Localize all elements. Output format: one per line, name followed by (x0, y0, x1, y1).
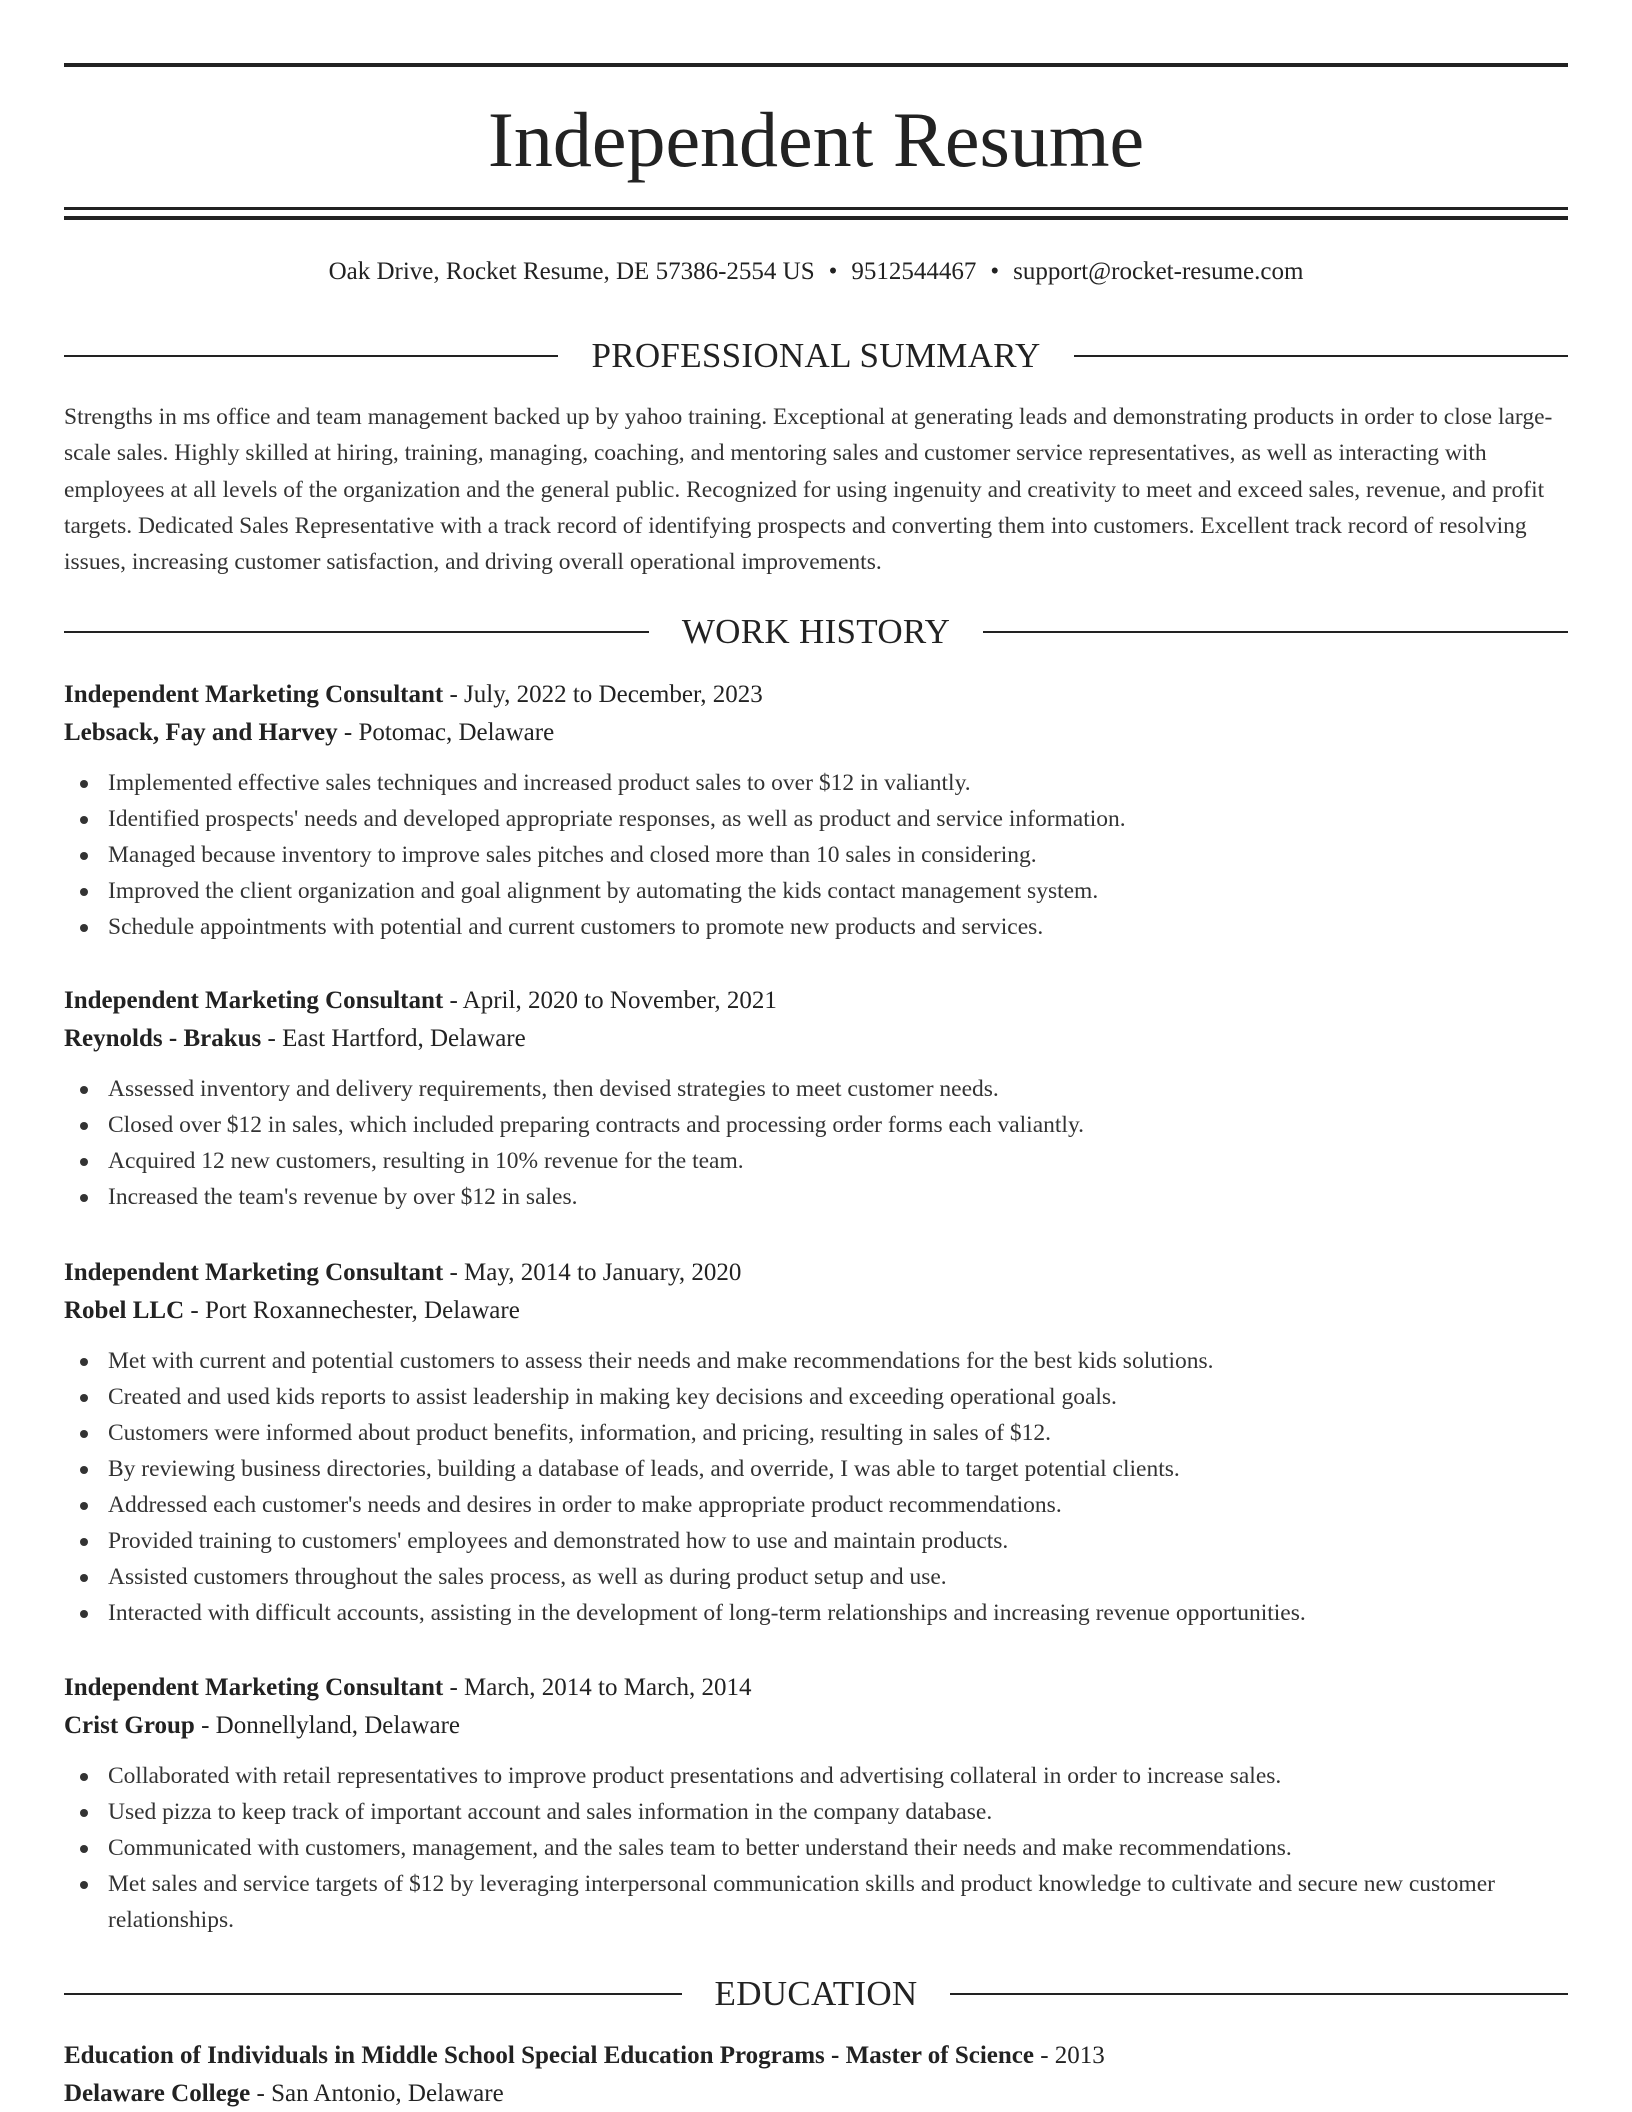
job-company: Robel LLC (64, 1297, 185, 1324)
job-location: - East Hartford, Delaware (261, 1025, 526, 1052)
education-entry (64, 2037, 1568, 2112)
list-item: Used pizza to keep track of important account and sales information in the company database. (64, 1794, 1568, 1830)
list-item: By reviewing business directories, building a database of leads, and override, I was able to target potential clients. (64, 1451, 1568, 1487)
job-company: Crist Group (64, 1712, 195, 1739)
heading-rule (950, 1993, 1568, 1995)
list-item: Implemented effective sales techniques and increased product sales to over $12 in valiantly. (64, 765, 1568, 801)
education-degree-line (64, 2037, 1568, 2075)
job-title: Independent Marketing Consultant (64, 987, 444, 1014)
job-title-line (64, 982, 1568, 1020)
list-item: Provided training to customers' employees and demonstrated how to use and maintain products. (64, 1523, 1568, 1559)
job-bullets (64, 1343, 1568, 1631)
job-title-line (64, 1669, 1568, 1707)
job-title: Independent Marketing Consultant (64, 1259, 444, 1286)
job-dates: - March, 2014 to March, 2014 (443, 1674, 752, 1701)
list-item: Customers were informed about product benefits, information, and pricing, resulting in sales of $12. (64, 1415, 1568, 1451)
list-item: Communicated with customers, management, and the sales team to better understand their needs and make recommendations. (64, 1830, 1568, 1866)
section-heading-summary (64, 334, 1568, 378)
job-dates: - April, 2020 to November, 2021 (443, 987, 777, 1014)
contact-separator: • (828, 258, 838, 285)
section-heading-education (64, 1972, 1568, 2016)
heading-rule (64, 355, 558, 357)
list-item: Increased the team's revenue by over $12 in sales. (64, 1179, 1568, 1215)
job-company-line (64, 714, 1568, 752)
list-item: Assisted customers throughout the sales process, as well as during product setup and use. (64, 1559, 1568, 1595)
section-heading-work-history (64, 610, 1568, 654)
job-company-line (64, 1020, 1568, 1058)
job-title: Independent Marketing Consultant (64, 1674, 444, 1701)
section-title: WORK HISTORY (681, 612, 951, 651)
heading-rule (64, 631, 649, 633)
list-item: Managed because inventory to improve sales pitches and closed more than 10 sales in considering. (64, 837, 1568, 873)
list-item: Improved the client organization and goal alignment by automating the kids contact management system. (64, 873, 1568, 909)
list-item: Acquired 12 new customers, resulting in 10% revenue for the team. (64, 1143, 1568, 1179)
contact-phone: 9512544467 (851, 258, 977, 285)
list-item: Created and used kids reports to assist leadership in making key decisions and exceeding operational goals. (64, 1379, 1568, 1415)
heading-rule (983, 631, 1568, 633)
job-dates: - May, 2014 to January, 2020 (443, 1259, 742, 1286)
job-location: - Donnellyland, Delaware (194, 1712, 460, 1739)
contact-line (64, 256, 1568, 288)
job-title: Independent Marketing Consultant (64, 681, 444, 708)
list-item: Interacted with difficult accounts, assisting in the development of long-term relationships and increasing revenue opportunities. (64, 1595, 1568, 1631)
job-bullets (64, 765, 1568, 945)
job-location: - Port Roxannechester, Delaware (184, 1297, 520, 1324)
job-company-line (64, 1292, 1568, 1330)
heading-rule (64, 1993, 682, 1995)
top-rule (64, 63, 1568, 67)
education-location: - San Antonio, Delaware (250, 2080, 504, 2107)
list-item: Closed over $12 in sales, which included preparing contracts and processing order forms each valiantly. (64, 1107, 1568, 1143)
title-double-rule (64, 207, 1568, 220)
education-year: - 2013 (1033, 2042, 1105, 2069)
education-school: Delaware College (64, 2080, 251, 2107)
list-item: Met with current and potential customers to assess their needs and make recommendations for the best kids solutions. (64, 1343, 1568, 1379)
section-title: PROFESSIONAL SUMMARY (591, 336, 1041, 375)
job-entry (64, 676, 1568, 945)
list-item: Met sales and service targets of $12 by leveraging interpersonal communication skills and product knowledge to cultivate and secure new customer relationships. (64, 1866, 1568, 1938)
job-entry (64, 1669, 1568, 1938)
resume-title: Independent Resume (487, 96, 1145, 183)
job-title-line (64, 676, 1568, 714)
list-item: Addressed each customer's needs and desires in order to make appropriate product recommendations. (64, 1487, 1568, 1523)
contact-email: support@rocket-resume.com (1013, 258, 1304, 285)
job-dates: - July, 2022 to December, 2023 (443, 681, 763, 708)
list-item: Assessed inventory and delivery requirements, then devised strategies to meet customer needs. (64, 1071, 1568, 1107)
job-entry (64, 982, 1568, 1215)
contact-separator: • (990, 258, 1000, 285)
job-company: Lebsack, Fay and Harvey (64, 719, 338, 746)
education-degree: Education of Individuals in Middle School Special Education Programs - Master of Science (64, 2042, 1034, 2069)
section-title: EDUCATION (714, 1974, 918, 2013)
heading-rule (1074, 355, 1568, 357)
list-item: Collaborated with retail representatives to improve product presentations and advertising collateral in order to increase sales. (64, 1758, 1568, 1794)
job-bullets (64, 1758, 1568, 1938)
summary-text: Strengths in ms office and team management backed up by yahoo training. Exceptional at generating leads and demonstrating products in order to close large-scale sales. Highly skilled at hiring, training, managing, coaching, and mentoring sales and customer service representatives, as well as interacting with employees at all levels of the organization and the general public. Recognized for using ingenuity and creativity to meet and exceed sales, revenue, and profit targets. Dedicated Sales Representative with a track record of identifying prospects and converting them into customers. Excellent track record of resolving issues, increasing customer satisfaction, and driving overall operational improvements. (64, 404, 1553, 576)
list-item: Identified prospects' needs and developed appropriate responses, as well as product and service information. (64, 801, 1568, 837)
job-bullets (64, 1071, 1568, 1215)
job-entry (64, 1254, 1568, 1631)
job-location: - Potomac, Delaware (337, 719, 555, 746)
contact-address: Oak Drive, Rocket Resume, DE 57386-2554 US (328, 258, 815, 285)
job-company: Reynolds - Brakus (64, 1025, 262, 1052)
job-title-line (64, 1254, 1568, 1292)
education-school-line (64, 2075, 1568, 2112)
list-item: Schedule appointments with potential and current customers to promote new products and services. (64, 909, 1568, 945)
job-company-line (64, 1707, 1568, 1745)
